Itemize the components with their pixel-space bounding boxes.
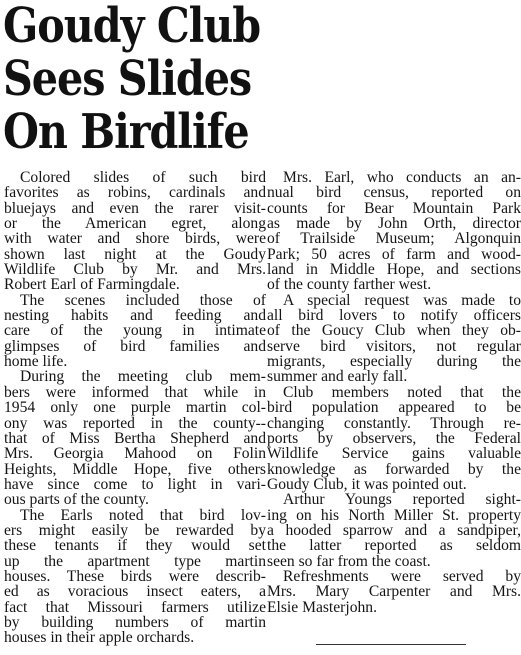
text-line: ing on his North Miller St. property [267,506,521,524]
text-line: nual bird census, reported on [267,184,521,202]
text-line: of the county farther west. [267,276,432,294]
text-line: up the apartment type martin [4,552,266,570]
text-line: Robert Earl of Farmingdale. [4,276,180,294]
text-line: favorites as robins, cardinals and [4,184,266,202]
text-line: a hooded sparrow and a sandpiper, [267,521,521,539]
text-line: During the meeting club mem- [20,368,266,386]
text-line: fact that Missouri farmers utilize [4,598,266,616]
text-line: bird population appeared to be [267,399,521,417]
text-line: the latter reported as seldom [267,537,521,555]
text-line: 1954 only one purple martin col- [4,399,266,417]
headline-line: Sees Slides [3,51,252,107]
end-of-article-rule [316,644,466,645]
text-line: glimpses of bird families and [4,337,266,355]
text-line: The scenes included those of [20,291,266,309]
text-line: care of the young in intimate [4,322,266,340]
right-text-column [267,170,521,615]
text-line: nesting habits and feeding and [4,307,266,325]
text-line: Refreshments were served by [283,567,521,585]
left-text-column [4,170,266,646]
text-line: Goudy Club, it was pointed out. [267,475,467,493]
text-line: that of Miss Bertha Shepherd and [4,429,266,447]
text-line: A special request was made to [283,291,521,309]
text-line: ers might easily be rewarded by [4,521,266,539]
text-line: houses. These birds were describ- [4,567,266,585]
text-line: ports by observers, the Federal [267,429,521,447]
text-line: as made by John Orth, director [267,215,521,233]
text-line: with water and shore birds, were [4,230,266,248]
text-line: Club members noted that the [283,383,521,401]
text-line: houses in their apple orchards. [4,629,195,647]
text-line: of the Goucy Club when they ob- [267,322,521,340]
text-line: counts for Bear Mountain Park [267,199,521,217]
text-line: all bird lovers to notify officers [267,307,521,325]
text-line: seen so far from the coast. [267,552,431,570]
text-line: Wildlife Service gains valuable [267,445,521,463]
text-line: summer and early fall. [267,368,408,386]
text-line: Mrs. Earl, who conducts an an- [283,169,521,186]
headline-line: On Birdlife [3,104,249,160]
text-line: ed as voracious insect eaters, a [4,583,266,601]
text-line: or the American egret, along [4,215,266,233]
text-line: Arthur Youngs reported sight- [283,491,521,509]
text-line: knowledge as forwarded by the [267,460,521,478]
text-line: home life. [4,353,68,371]
text-line: ous parts of the county. [4,491,149,509]
text-line: by building numbers of martin [4,613,266,631]
text-line: serve bird visitors, not regular [267,337,521,355]
text-line: Colored slides of such bird [20,169,266,186]
article-headline [3,0,273,159]
text-line: The Earls noted that bird lov- [20,506,266,524]
text-line: migrants, especially during the [267,353,521,371]
text-line: land in Middle Hope, and sections [267,261,521,279]
headline-line: Goudy Club [3,0,261,54]
text-line: bers were informed that while in [4,383,266,401]
text-line: ony was reported in the county-- [4,414,266,432]
text-line: have since come to light in vari- [4,475,266,493]
text-line: shown last night at the Goudy [4,245,266,263]
text-line: changing constantly. Through re- [267,414,521,432]
text-line: Elsie Masterjohn. [267,598,378,616]
text-line: Mrs. Mary Carpenter and Mrs. [267,583,521,601]
text-line: Wildlife Club by Mr. and Mrs. [4,261,266,279]
text-line: these tenants if they would set [4,537,266,555]
text-line: bluejays and even the rarer visit- [4,199,266,217]
text-line: Park; 50 acres of farm and wood- [267,245,521,263]
text-line: Mrs. Georgia Mahood on Folin [4,445,266,463]
text-line: of Trailside Museum; Algonquin [267,230,521,248]
text-line: Heights, Middle Hope, five others [4,460,266,478]
